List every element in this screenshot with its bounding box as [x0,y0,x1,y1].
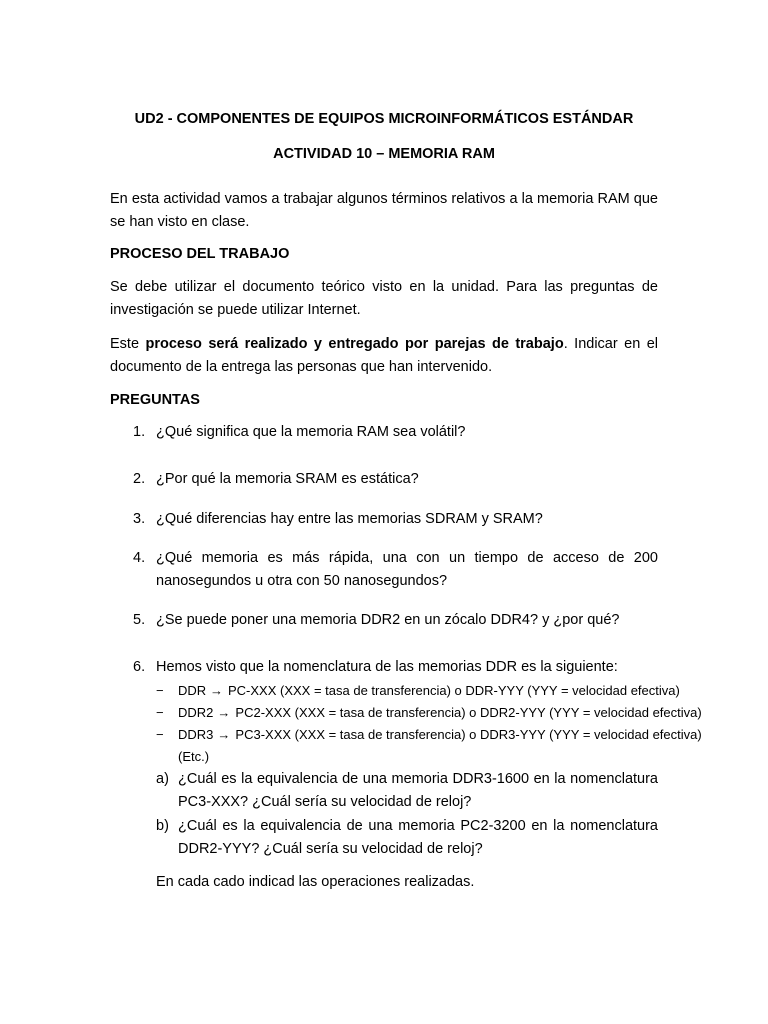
nomenclature-desc: PC3-XXX (XXX = tasa de transferencia) o DDR3-YYY (YYY = velocidad efectiva) [235,727,702,742]
process-paragraph-2 [110,333,658,379]
document-title: UD2 - COMPONENTES DE EQUIPOS MICROINFORMÁTICOS ESTÁNDAR [134,111,634,127]
subquestion-text: ¿Cuál es la equivalencia de una memoria DDR3-1600 en la nomenclatura PC3-XXX? ¿Cuál sería su velocidad de reloj? [178,771,658,810]
question-number: 6. [133,659,146,675]
subquestion-letter: a) [156,771,169,787]
subquestion-text: ¿Cuál es la equivalencia de una memoria PC2-3200 en la nomenclatura DDR2-YYY? ¿Cuál sería su velocidad de reloj? [178,818,658,857]
nomenclature-item [156,727,702,742]
questions-heading: PREGUNTAS [110,392,200,408]
nomenclature-item [156,683,680,698]
question-text: ¿Por qué la memoria SRAM es estática? [156,471,419,487]
question-number: 3. [133,511,146,527]
nomenclature-desc: PC2-XXX (XXX = tasa de transferencia) o DDR2-YYY (YYY = velocidad efectiva) [235,705,702,720]
process-p2-bold: proceso será realizado y entregado por parejas de trabajo [145,336,564,352]
closing-paragraph: En cada cado indicad las operaciones realizadas. [156,874,475,890]
intro-paragraph: En esta actividad vamos a trabajar algunos términos relativos a la memoria RAM que se han visto en clase. [110,191,658,230]
process-p2-after: . Indicar en el documento de la entrega las personas que han intervenido. [110,336,658,375]
question-text: ¿Qué memoria es más rápida, una con un tiempo de acceso de 200 nanosegundos u otra con 50 nanosegundos? [156,550,658,589]
nomenclature-item [156,705,702,720]
memory-name: DDR [178,683,207,698]
question-number: 4. [133,550,146,566]
question-text: Hemos visto que la nomenclatura de las memorias DDR es la siguiente: [156,659,618,675]
memory-name: DDR3 [178,727,214,742]
memory-name: DDR2 [178,705,214,720]
arrow-icon: → [210,683,223,698]
nomenclature-desc: PC-XXX (XXX = tasa de transferencia) o DDR-YYY (YYY = velocidad efectiva) [228,683,680,698]
process-p2-before: Este [110,336,146,352]
list-dash: − [156,683,164,698]
nomenclature-etc: (Etc.) [178,749,210,764]
question-text: ¿Qué diferencias hay entre las memorias SDRAM y SRAM? [156,511,543,527]
question-text: ¿Qué significa que la memoria RAM sea volátil? [156,424,466,440]
question-number: 2. [133,471,146,487]
subquestion-letter: b) [156,818,169,834]
list-dash: − [156,705,164,720]
question-text: ¿Se puede poner una memoria DDR2 en un zócalo DDR4? y ¿por qué? [156,612,620,628]
list-dash: − [156,727,164,742]
question-number: 5. [133,612,146,628]
arrow-icon: → [217,705,231,720]
question-number: 1. [133,424,146,440]
document-subtitle: ACTIVIDAD 10 – MEMORIA RAM [273,146,495,162]
process-paragraph-1: Se debe utilizar el documento teórico visto en la unidad. Para las preguntas de investigación se puede utilizar Internet. [110,279,658,318]
process-heading: PROCESO DEL TRABAJO [110,246,290,262]
arrow-icon: → [217,727,231,742]
